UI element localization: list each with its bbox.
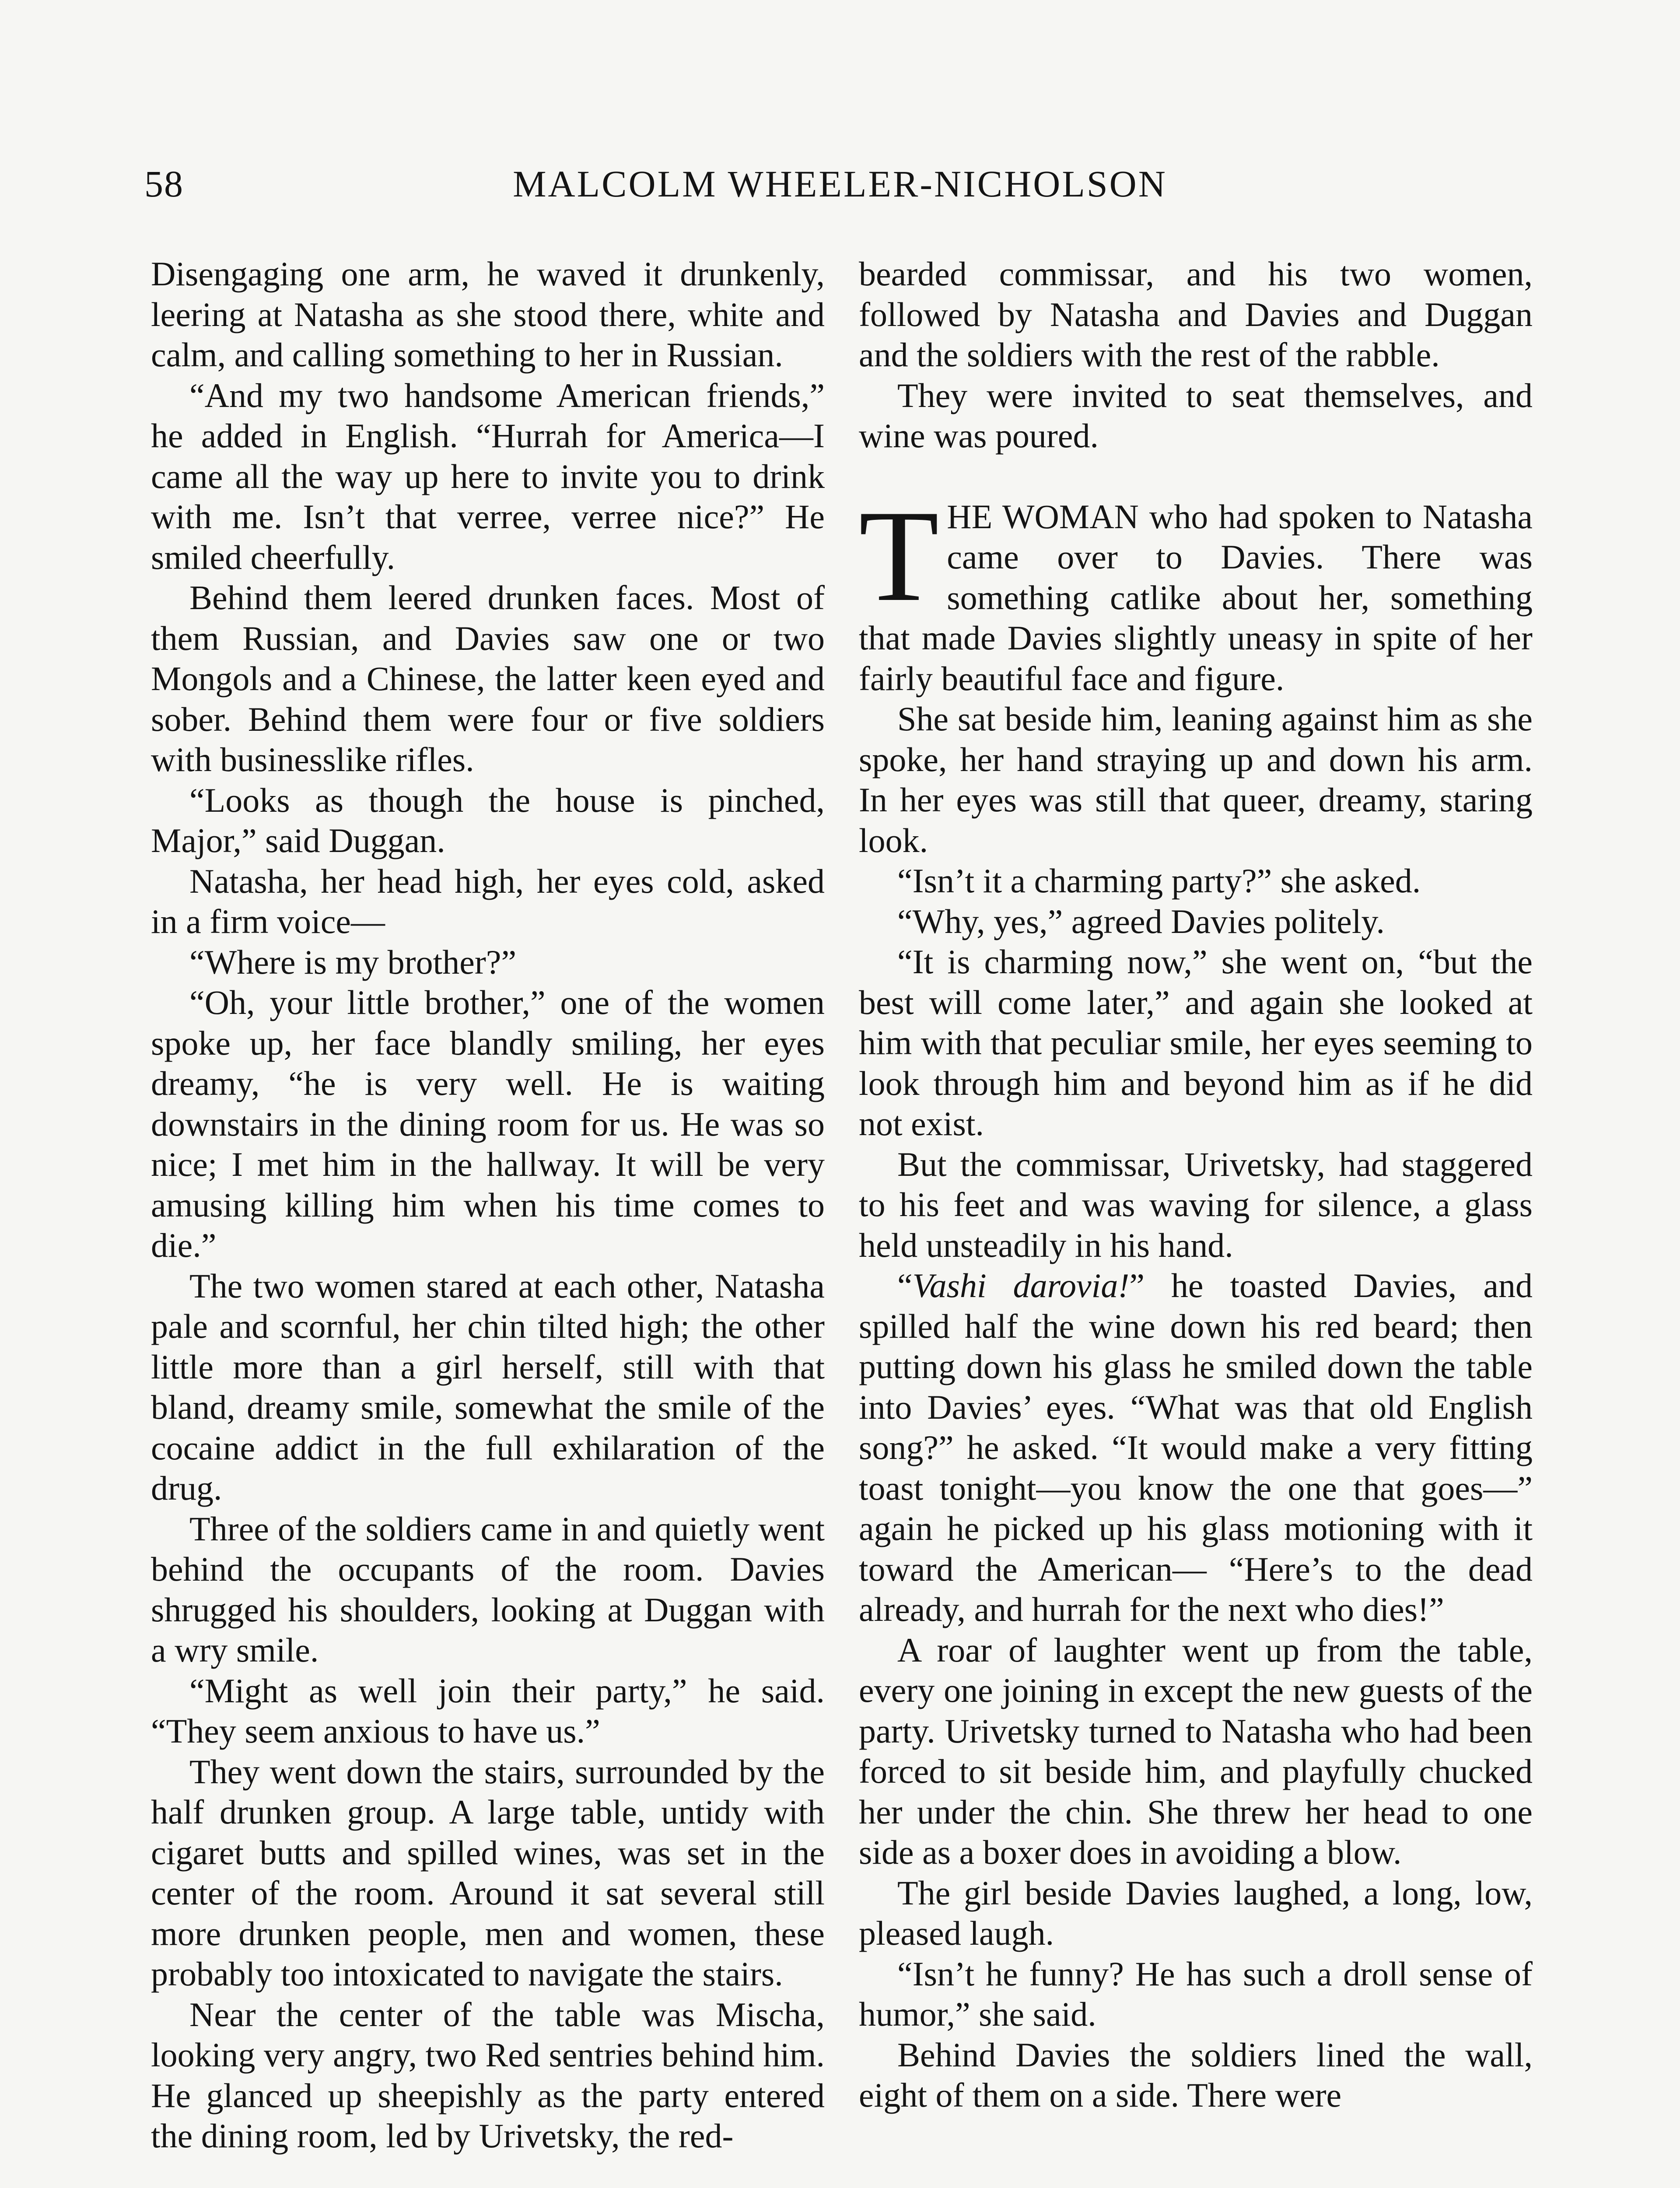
paragraph: Near the center of the table was Mischa, looking very angry, two Red sentries behind him. He glanced up sheepishly as the party entered the dining room, led by Urivetsky, the red- (151, 1995, 825, 2155)
paragraph: “Looks as though the house is pinched, Major,” said Duggan. (151, 781, 825, 859)
left-column (151, 254, 825, 2156)
paragraph: “Isn’t he funny? He has such a droll sense of humor,” she said. (859, 1954, 1533, 2033)
paragraph: “It is charming now,” she went on, “but the best will come later,” and again she looked at him with that peculiar smile, her eyes seeming to look through him and beyond him as if he did not exist. (859, 943, 1533, 1143)
paragraph: “Isn’t it a charming party?” she asked. (897, 862, 1421, 900)
paragraph: A roar of laughter went up from the table, every one joining in except the new guests of the party. Urivetsky turned to Natasha who had been forced to sit beside him, and playfully chucked her under the chin. She threw her head to one side as a boxer does in avoiding a blow. (859, 1630, 1533, 1871)
paragraph: Disengaging one arm, he waved it drunkenly, leering at Natasha as she stood there, white and calm, and calling something to her in Russian. (151, 255, 825, 374)
paragraph: But the commissar, Urivetsky, had staggered to his feet and was waving for silence, a glass held unsteadily in his hand. (859, 1145, 1533, 1264)
toast-italic: Vashi darovia! (912, 1266, 1130, 1304)
paragraph: The girl beside Davies laughed, a long, low, pleased laugh. (859, 1873, 1533, 1952)
paragraph: Three of the soldiers came in and quietly went behind the occupants of the room. Davies shrugged his shoulders, looking at Duggan with a wry smile. (151, 1509, 825, 1669)
paragraph: They went down the stairs, surrounded by the half drunken group. A large table, untidy with cigaret butts and spilled wines, was set in the center of the room. Around it sat several still more drunken people, men and women, these probably too intoxicated to navigate the stairs. (151, 1752, 825, 1993)
paragraph: “Why, yes,” agreed Davies politely. (897, 902, 1385, 940)
section-break (859, 456, 1533, 497)
running-title: MALCOLM WHEELER-NICHOLSON (513, 163, 1167, 205)
right-column (859, 254, 1533, 2116)
paragraph: She sat beside him, leaning against him as she spoke, her hand straying up and down his arm. In her eyes was still that queer, dreamy, staring look. (859, 700, 1533, 859)
paragraph: bearded commissar, and his two women, followed by Natasha and Davies and Duggan and the soldiers with the rest of the rabble. (859, 255, 1533, 374)
toast-rest: ” he toasted Davies, and spilled half the wine down his red beard; then putting down his glass he smiled down the table into Davies’ eyes. “What was that old English song?” he asked. “It would make a very fitting toast tonight—you know the one that goes—” again he picked up his glass motioning with it toward the American— “Here’s to the dead already, and hurrah for the next who dies!” (859, 1266, 1533, 1628)
paragraph: The two women stared at each other, Natasha pale and scornful, her chin tilted high; the other little more than a girl herself, still with that bland, dreamy smile, somewhat the smile of the cocaine addict in the full exhilaration of the drug. (151, 1266, 825, 1507)
section-opening-paragraph (859, 483, 1533, 699)
paragraph: They were invited to seat themselves, and wine was poured. (859, 376, 1533, 455)
paragraph: Behind them leered drunken faces. Most of them Russian, and Davies saw one or two Mongols and a Chinese, the latter keen eyed and sober. Behind them were four or five soldiers with businesslike rifles. (151, 579, 825, 778)
drop-cap: T (859, 483, 939, 628)
paragraph: Natasha, her head high, her eyes cold, asked in a firm voice— (151, 862, 825, 940)
paragraph: “Oh, your little brother,” one of the women spoke up, her face blandly smiling, her eyes dreamy, “he is very well. He is waiting downstairs in the dining room for us. He was so nice; I met him in the hallway. It will be very amusing killing him when his time comes to die.” (151, 983, 825, 1264)
paragraph: “Where is my brother?” (189, 943, 517, 981)
paragraph: “Might as well join their party,” he said. “They seem anxious to have us.” (151, 1671, 825, 1750)
page-number: 58 (144, 163, 184, 205)
paragraph: Behind Davies the soldiers lined the wall, eight of them on a side. There were (859, 2035, 1533, 2114)
opening-text: HE WOMAN who had spoken to Natasha came over to Davies. There was something catlike about her, something that made Davies slightly uneasy in spite of her fairly beautiful face and figure. (859, 497, 1533, 698)
toast-paragraph: “Vashi darovia!” he toasted Davies, and spilled half the wine down his red beard; then putting down his glass he smiled down the table into Davies’ eyes. “What was that old English song?” he asked. “It would make a very fitting toast tonight—you know the one that goes—” again he picked up his glass motioning with it toward the American— “Here’s to the dead already, and hurrah for the next who dies!” (859, 1266, 1533, 1628)
page-header (144, 162, 1536, 214)
paragraph: “And my two handsome American friends,” he added in English. “Hurrah for America—I came all the way up here to invite you to drink with me. Isn’t that verree, verree nice?” He smiled cheerfully. (151, 376, 825, 576)
